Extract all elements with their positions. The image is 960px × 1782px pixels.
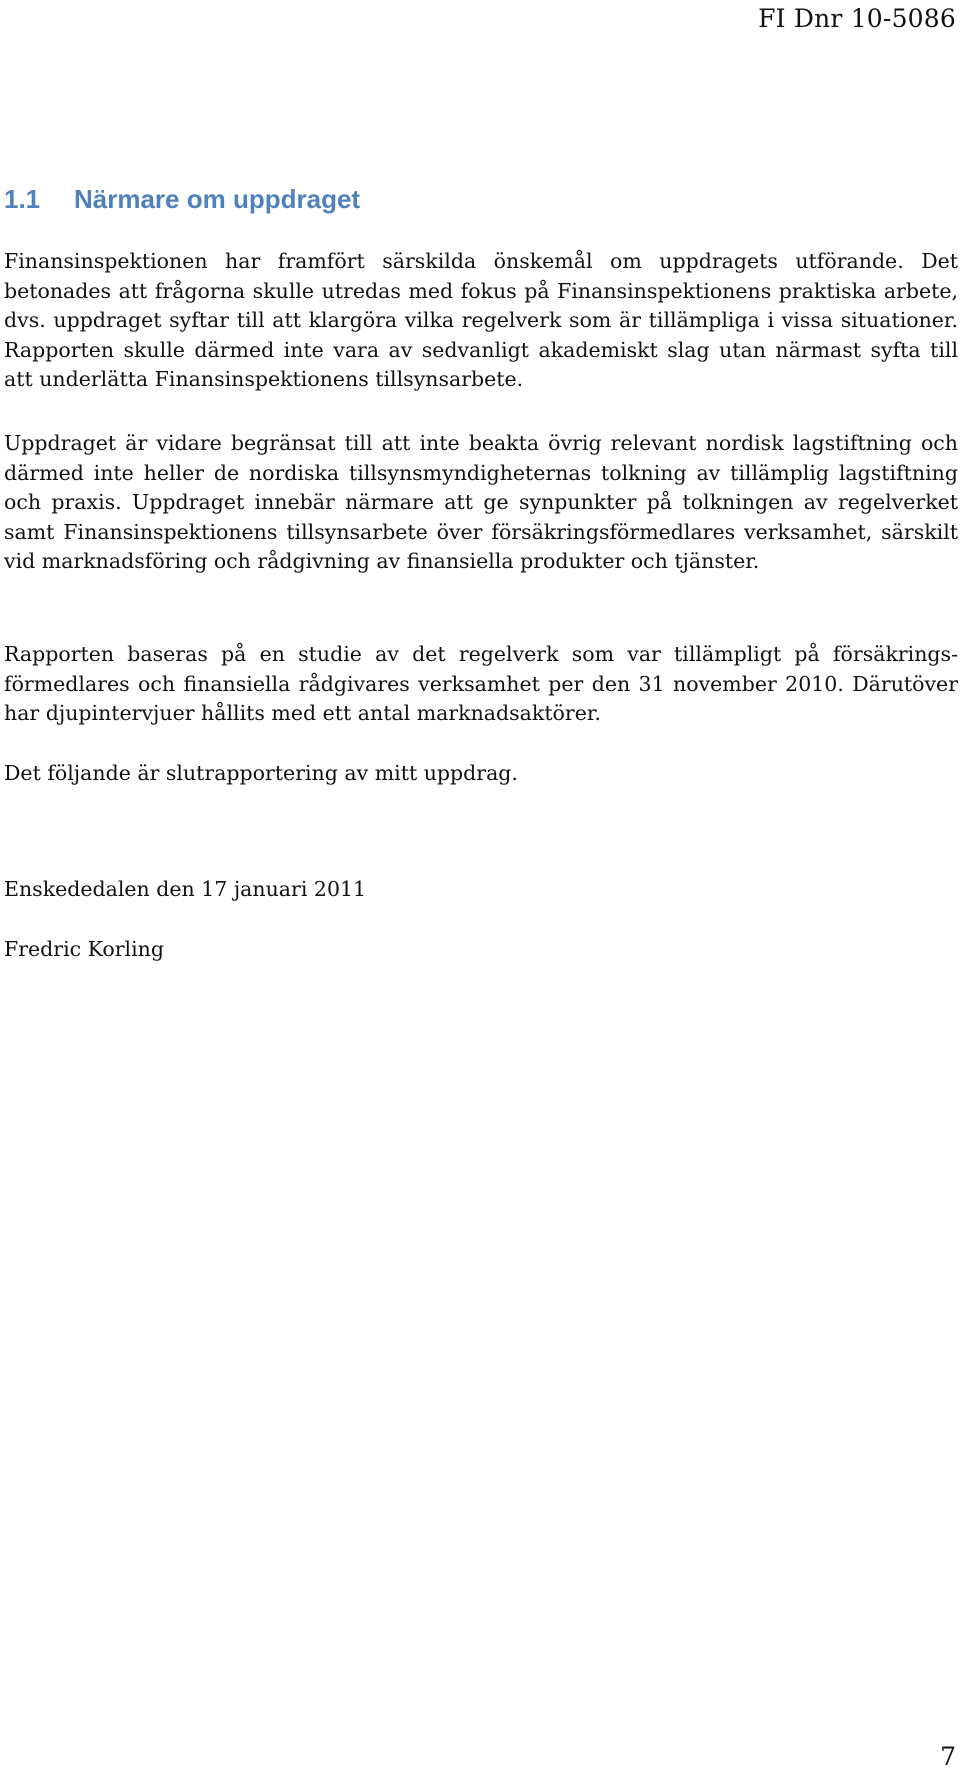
author-name: Fredric Korling [4,937,164,961]
place-and-date: Enskededalen den 17 januari 2011 [4,877,367,901]
page-number: 7 [940,1742,956,1771]
document-reference: FI Dnr 10-5086 [758,4,956,33]
paragraph-4: Det följande är slutrapportering av mitt uppdrag. [4,761,518,785]
paragraph-3: Rapporten baseras på en studie av det regelverk som var tillämpligt på försäkrings-förmedlares och finansiella rådgivares verksamhet per den 31 november 2010. Därutöver har djupintervjuer hållits med ett antal marknadsaktörer. [4,642,958,725]
section-number: 1.1 [4,184,41,214]
paragraph-2: Uppdraget är vidare begränsat till att inte beakta övrig relevant nordisk lagstiftning och därmed inte heller de nordiska tillsynsmyndigheternas tolkning av tillämplig lagstiftning och praxis. Uppdraget innebär närmare att ge synpunkter på tolkningen av regelverket samt Finansinspektionens tillsynsarbete över försäkringsförmedlares verksamhet, särskilt vid marknadsföring och rådgivning av finansiella produkter och tjänster. [4,431,958,573]
section-heading [4,184,360,215]
paragraph-1: Finansinspektionen har framfört särskilda önskemål om uppdragets utförande. Det betonades att frågorna skulle utredas med fokus på Finansinspektionens praktiska arbete, dvs. uppdraget syftar till att klargöra vilka regelverk som är tillämpliga i vissa situationer. Rapporten skulle därmed inte vara av sedvanligt akademiskt slag utan närmast syfta till att underlätta Finansinspektionens tillsynsarbete. [4,249,958,391]
section-title: Närmare om uppdraget [74,184,361,214]
